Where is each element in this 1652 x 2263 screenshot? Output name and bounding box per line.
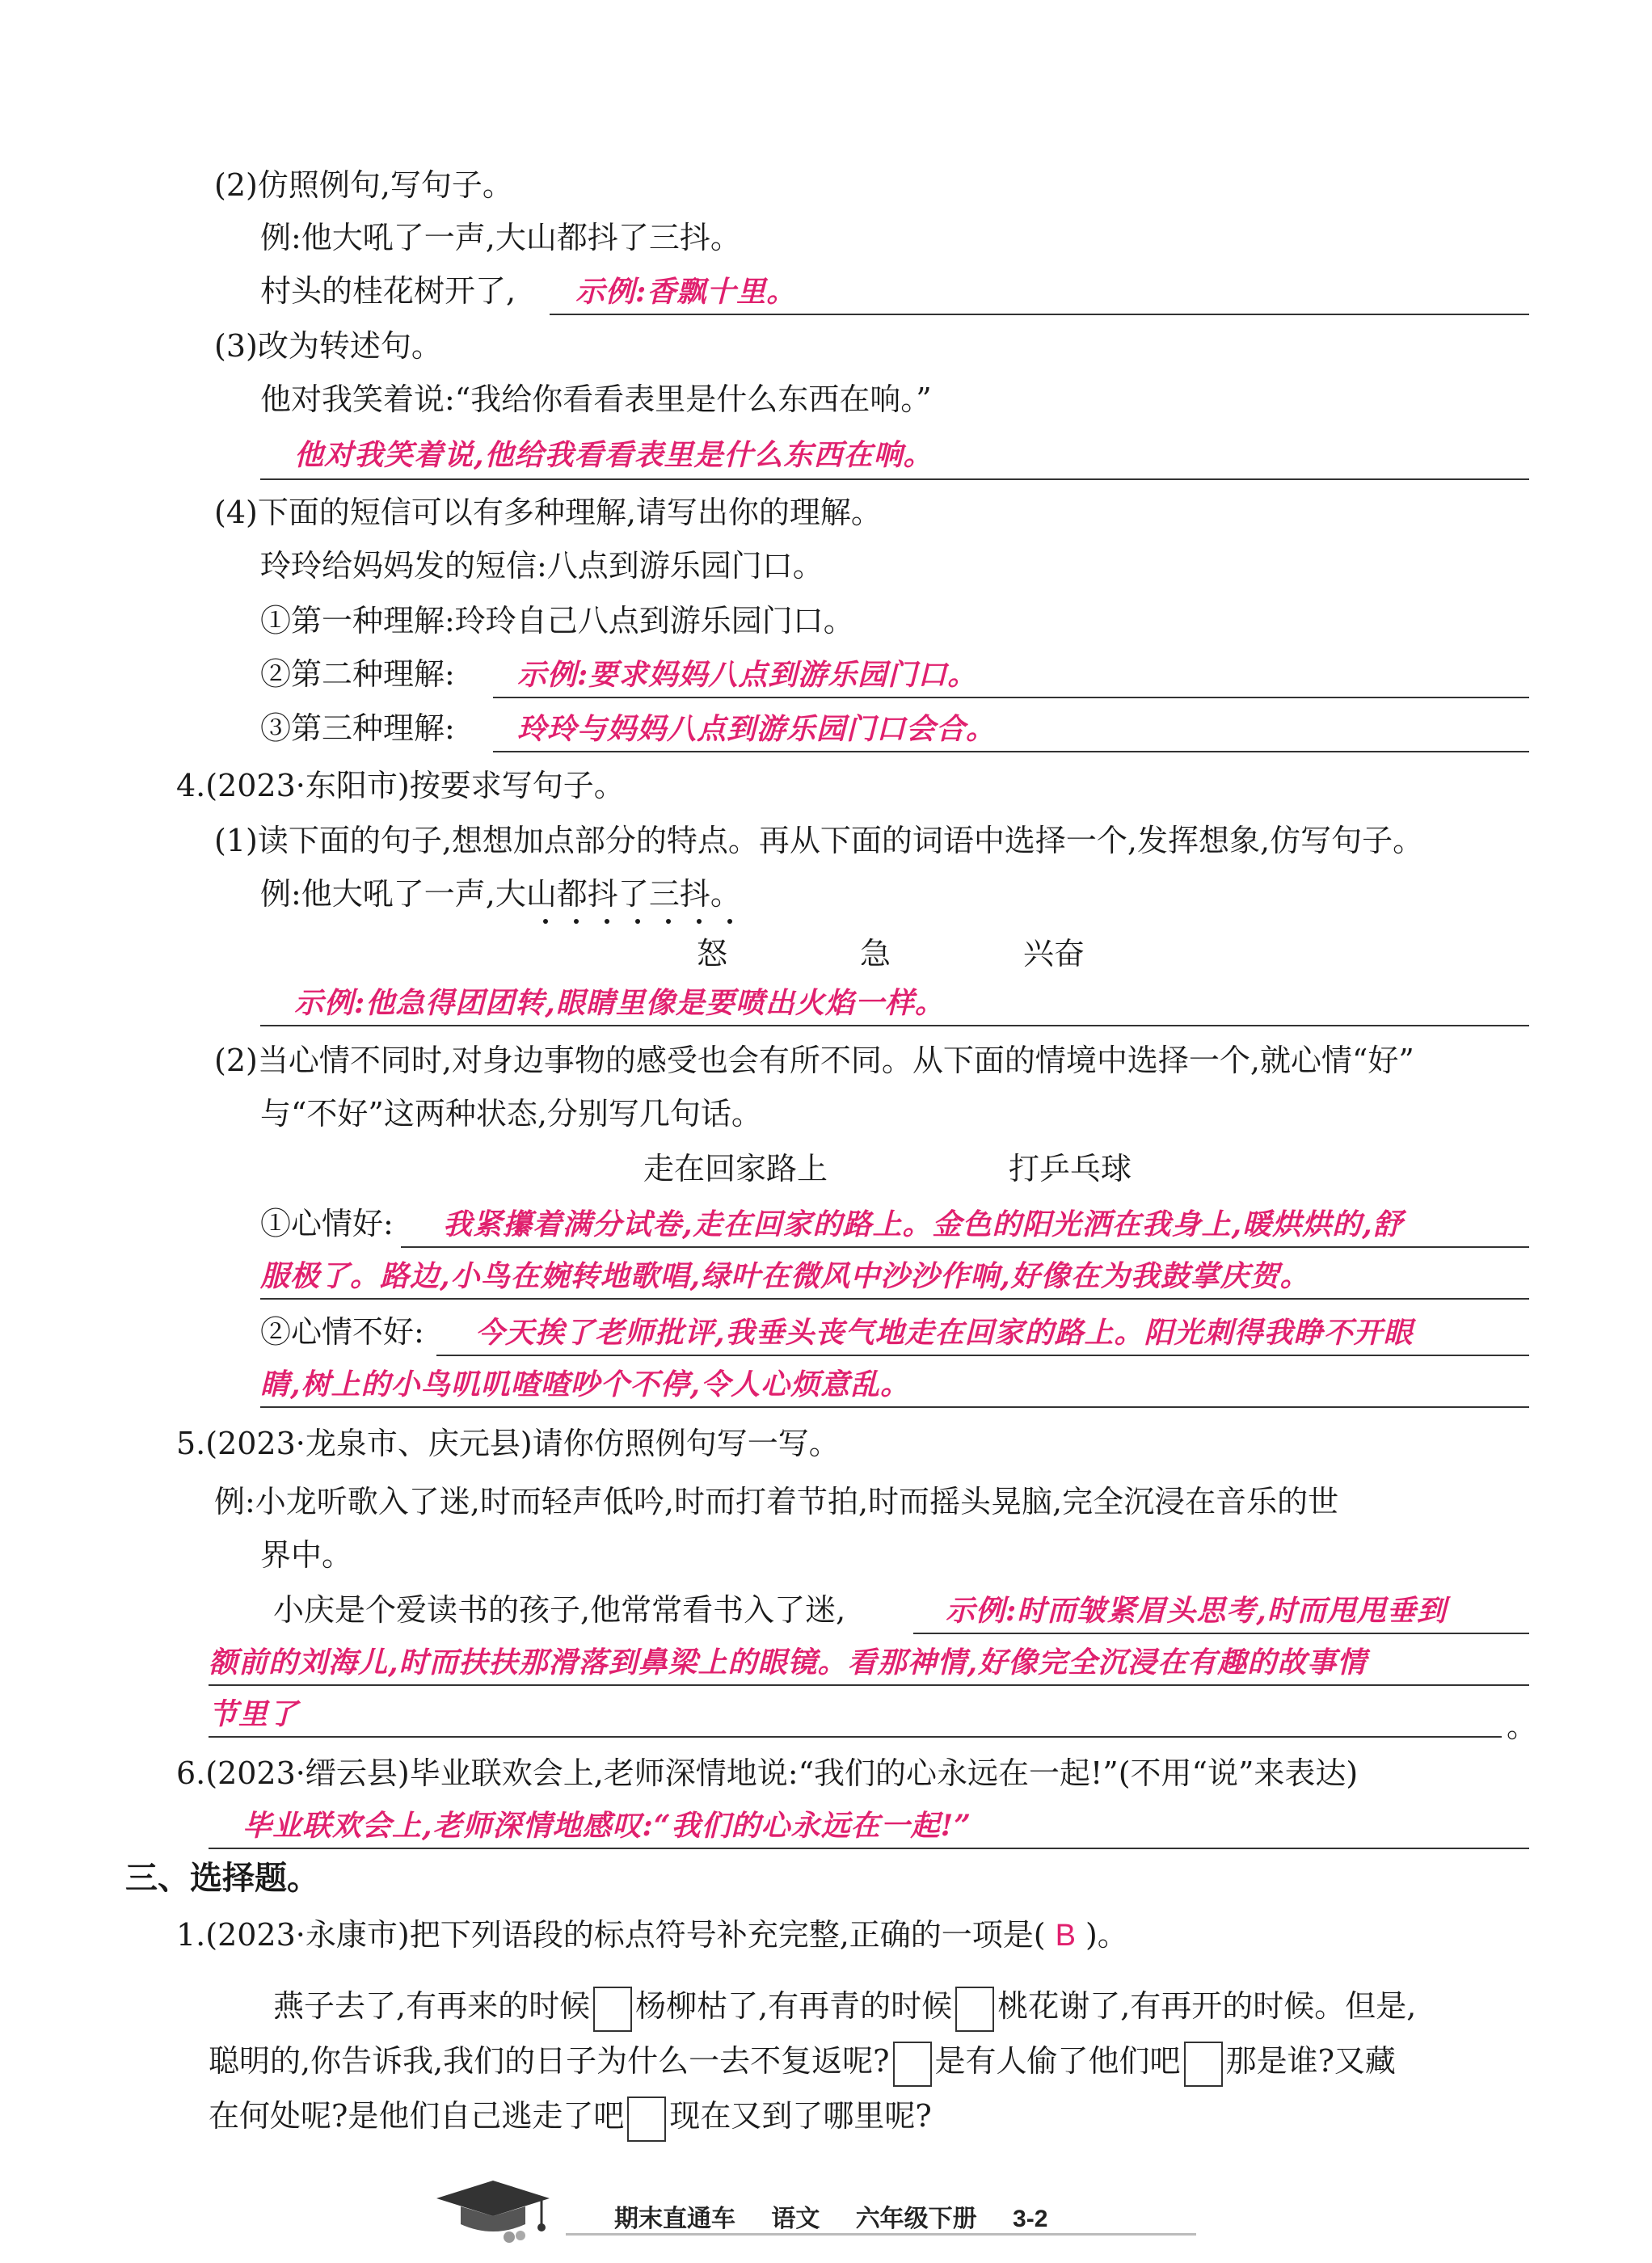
word-option: 兴奋 [1023, 936, 1085, 971]
q5-prompt: 小庆是个爱读书的孩子,他常常看书入了迷, [273, 1592, 846, 1628]
q4-2-heading-b: 与“不好”这两种状态,分别写几句话。 [260, 1096, 762, 1132]
s3-q1-heading-end: )。 [1085, 1917, 1128, 1953]
q3-4-message: 玲玲给妈妈发的短信:八点到游乐园门口。 [260, 548, 824, 584]
q4-1-example: 例:他大吼了一声,大山都抖了三抖。 [260, 876, 741, 912]
q4-1-heading: (1)读下面的句子,想想加点部分的特点。再从下面的词语中选择一个,发挥想象,仿写句子。 [214, 823, 1424, 858]
q3-4-third-label: ③第三种理解: [260, 710, 455, 746]
answer-line [493, 697, 1529, 698]
q3-2-example: 例:他大吼了一声,大山都抖了三抖。 [260, 220, 741, 255]
q5-answer-c: 节里了 [209, 1697, 299, 1731]
passage-text: 桃花谢了,有再开的时候。但是, [997, 1988, 1417, 2024]
answer-line [260, 1298, 1529, 1300]
s3-q1-passage-line3 [209, 2093, 932, 2142]
situation-option: 走在回家路上 [643, 1151, 828, 1186]
punctuation-blank[interactable] [627, 2097, 666, 2142]
answer-line [401, 1246, 1529, 1248]
s3-q1-passage-line2 [209, 2038, 1396, 2087]
answer-line [436, 1355, 1529, 1356]
punctuation-blank[interactable] [955, 1987, 994, 2032]
passage-text: 聪明的,你告诉我,我们的日子为什么一去不复返呢? [209, 2043, 890, 2079]
q4-2-good-answer-b: 服极了。路边,小鸟在婉转地歌唱,绿叶在微风中沙沙作响,好像在为我鼓掌庆贺。 [260, 1259, 1310, 1293]
q5-example-b: 界中。 [260, 1537, 353, 1573]
answer-line [260, 1406, 1529, 1408]
q6-answer: 毕业联欢会上,老师深情地感叹:“我们的心永远在一起!” [242, 1809, 972, 1843]
graduation-cap-icon [428, 2174, 582, 2247]
punctuation-blank[interactable] [1184, 2042, 1223, 2087]
q4-2-good-answer-a: 我紧攥着满分试卷,走在回家的路上。金色的阳光洒在我身上,暖烘烘的,舒 [443, 1207, 1403, 1241]
punctuation-blank[interactable] [893, 2042, 932, 2087]
situation-option: 打乒乓球 [1009, 1151, 1132, 1186]
answer-line [209, 1848, 1529, 1849]
s3-q1-heading-text: 1.(2023·永康市)把下列语段的标点符号补充完整,正确的一项是( [176, 1917, 1046, 1953]
footer-grade: 六年级下册 [855, 2206, 977, 2232]
q3-4-first: ①第一种理解:玲玲自己八点到游乐园门口。 [260, 603, 854, 638]
q3-4-third-answer: 玲玲与妈妈八点到游乐园门口会合。 [517, 712, 997, 746]
answer-line [209, 1684, 1529, 1686]
passage-text: 在何处呢?是他们自己逃走了吧 [209, 2098, 625, 2134]
q3-2-prompt: 村头的桂花树开了, [260, 273, 516, 309]
q3-3-sentence: 他对我笑着说:“我给你看看表里是什么东西在响。” [260, 381, 932, 417]
q4-1-answer: 示例:他急得团团转,眼睛里像是要喷出火焰一样。 [294, 986, 945, 1020]
q5-answer-a: 示例:时而皱紧眉头思考,时而甩甩垂到 [946, 1594, 1447, 1628]
word-option: 急 [860, 936, 891, 971]
q4-2-good-label: ①心情好: [260, 1206, 394, 1241]
q6-heading: 6.(2023·缙云县)毕业联欢会上,老师深情地说:“我们的心永远在一起!”(不用“说”来表达) [176, 1755, 1359, 1791]
q3-3-answer: 他对我笑着说,他给我看看表里是什么东西在响。 [294, 438, 933, 472]
q4-2-bad-label: ②心情不好: [260, 1314, 424, 1350]
passage-text: 杨柳枯了,有再青的时候 [635, 1988, 953, 2024]
q5-heading: 5.(2023·龙泉市、庆元县)请你仿照例句写一写。 [176, 1426, 840, 1461]
q3-2-answer: 示例:香飘十里。 [575, 275, 797, 309]
answer-line [209, 1736, 1502, 1738]
passage-text: 那是谁?又藏 [1225, 2043, 1396, 2079]
s3-q1-heading [176, 1915, 1128, 1955]
s3-q1-answer: B [1055, 1919, 1076, 1953]
word-option: 怒 [697, 936, 728, 971]
q3-4-second-label: ②第二种理解: [260, 656, 455, 692]
answer-line [913, 1633, 1529, 1634]
q4-2-bad-answer-a: 今天挨了老师批评,我垂头丧气地走在回家的路上。阳光刺得我睁不开眼 [475, 1316, 1414, 1350]
punctuation-blank[interactable] [593, 1987, 632, 2032]
q5-end-mark: 。 [1507, 1709, 1538, 1744]
q4-2-bad-answer-b: 睛,树上的小鸟叽叽喳喳吵个不停,令人心烦意乱。 [260, 1367, 911, 1401]
passage-text: 现在又到了哪里呢? [669, 2098, 932, 2134]
answer-line [260, 478, 1529, 480]
q5-example-a: 例:小龙听歌入了迷,时而轻声低吟,时而打着节拍,时而摇头晃脑,完全沉浸在音乐的世 [214, 1484, 1339, 1519]
q5-answer-b: 额前的刘海儿,时而扶扶那滑落到鼻梁上的眼镜。看那神情,好像完全沉浸在有趣的故事情 [209, 1646, 1368, 1679]
answer-line [493, 751, 1529, 752]
q4-heading: 4.(2023·东阳市)按要求写句子。 [176, 768, 625, 803]
answer-line [260, 1025, 1529, 1026]
passage-text: 是有人偷了他们吧 [934, 2043, 1181, 2079]
q3-4-heading: (4)下面的短信可以有多种理解,请写出你的理解。 [214, 495, 882, 530]
q3-3-heading: (3)改为转述句。 [214, 328, 442, 364]
q4-2-heading-a: (2)当心情不同时,对身边事物的感受也会有所不同。从下面的情境中选择一个,就心情“好” [214, 1043, 1414, 1078]
answer-line [550, 314, 1529, 315]
footer [614, 2198, 1077, 2234]
q3-2-heading: (2)仿照例句,写句子。 [214, 167, 513, 203]
section-title: 三、选择题。 [125, 1859, 319, 1897]
footer-page: 3-2 [1013, 2206, 1048, 2232]
footer-book: 期末直通车 [614, 2206, 735, 2232]
footer-subject: 语文 [771, 2206, 820, 2232]
passage-text: 燕子去了,有再来的时候 [273, 1988, 591, 2024]
q3-4-second-answer: 示例:要求妈妈八点到游乐园门口。 [517, 658, 978, 692]
s3-q1-passage-line1 [273, 1983, 1416, 2032]
